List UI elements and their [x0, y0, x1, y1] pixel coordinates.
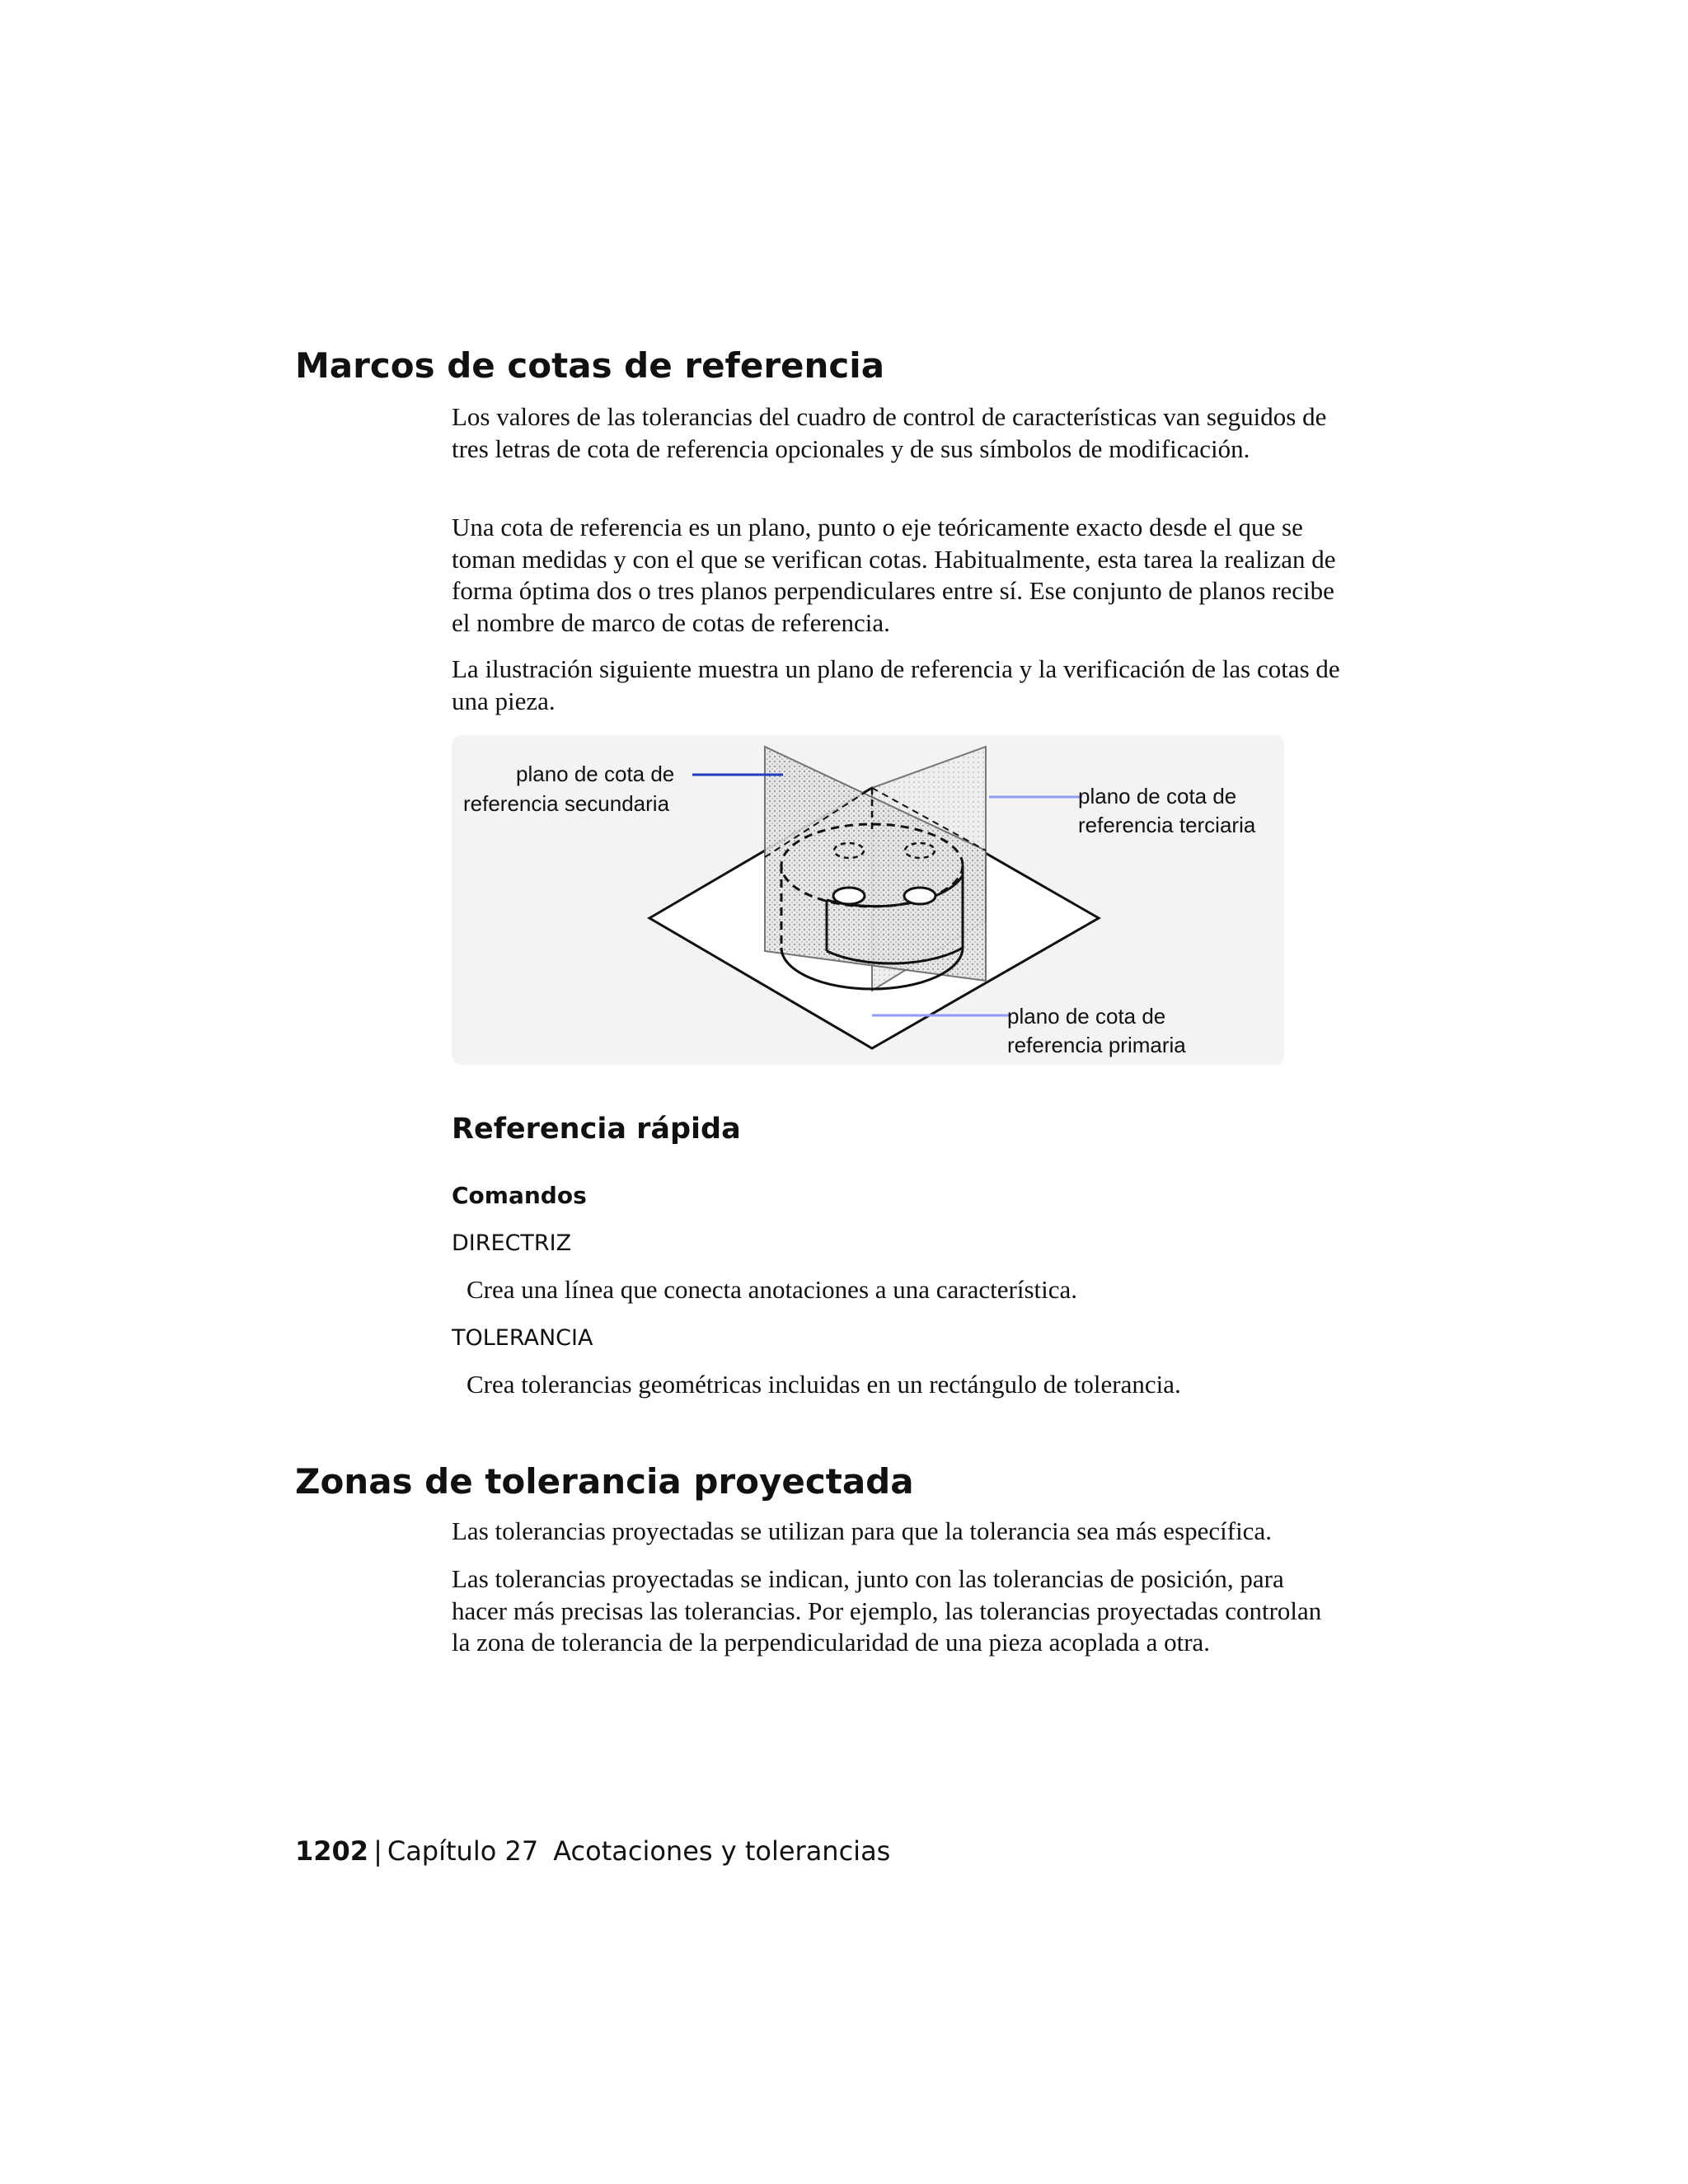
label-primary-line1: plano de cota de [1007, 1004, 1166, 1029]
quick-reference-title: Referencia rápida [452, 1113, 741, 1146]
datum-reference-frame-figure [452, 735, 1284, 1065]
command-description-tolerancia: Crea tolerancias geométricas incluidas en un rectángulo de tolerancia. [467, 1370, 1181, 1399]
paragraph-3: La ilustración siguiente muestra un plano de referencia y la verificación de las cotas de una pieza. [452, 654, 1340, 715]
page-footer [295, 1835, 890, 1868]
chapter-number: Capítulo 27 [387, 1835, 539, 1867]
section-title-zonas: Zonas de tolerancia proyectada [295, 1461, 914, 1502]
command-name-directriz[interactable]: DIRECTRIZ [452, 1230, 572, 1256]
section-title-marcos: Marcos de cotas de referencia [295, 345, 885, 386]
datum-planes-illustration [452, 735, 1284, 1065]
label-secondary-line2: referencia secundaria [463, 791, 670, 816]
command-description-directriz: Crea una línea que conecta anotaciones a una característica. [467, 1275, 1078, 1304]
label-tertiary-line2: referencia terciaria [1078, 813, 1256, 837]
label-tertiary-line1: plano de cota de [1078, 784, 1237, 808]
command-name-tolerancia[interactable]: TOLERANCIA [452, 1325, 593, 1351]
paragraph-2: Una cota de referencia es un plano, punto o eje teóricamente exacto desde el que se toman medidas y con el que se verifican cotas. Habitualmente, esta tarea la realizan de forma óptima dos o tres planos perpendiculares entre sí. Ese conjunto de planos recibe el nombre de marco de cotas de referencia. [452, 513, 1336, 637]
hole-left [833, 888, 865, 904]
paragraph-1: Los valores de las tolerancias del cuadro de control de características van seguidos de tres letras de cota de referencia opcionales y de sus símbolos de modificación. [452, 402, 1327, 463]
label-primary-line2: referencia primaria [1007, 1033, 1186, 1057]
hole-right [904, 888, 935, 904]
footer-separator: | [373, 1835, 382, 1867]
chapter-title: Acotaciones y tolerancias [553, 1835, 891, 1867]
commands-heading: Comandos [452, 1182, 587, 1209]
paragraph-4: Las tolerancias proyectadas se utilizan para que la tolerancia sea más específica. [452, 1516, 1272, 1545]
page-number: 1202 [295, 1835, 369, 1867]
label-secondary-line1: plano de cota de [516, 762, 675, 786]
paragraph-5: Las tolerancias proyectadas se indican, junto con las tolerancias de posición, para hacer más precisas las tolerancias. Por ejemplo, las tolerancias proyectadas controlan la zona de tolerancia de la perpendicularidad de una pieza acoplada a otra. [452, 1564, 1322, 1657]
